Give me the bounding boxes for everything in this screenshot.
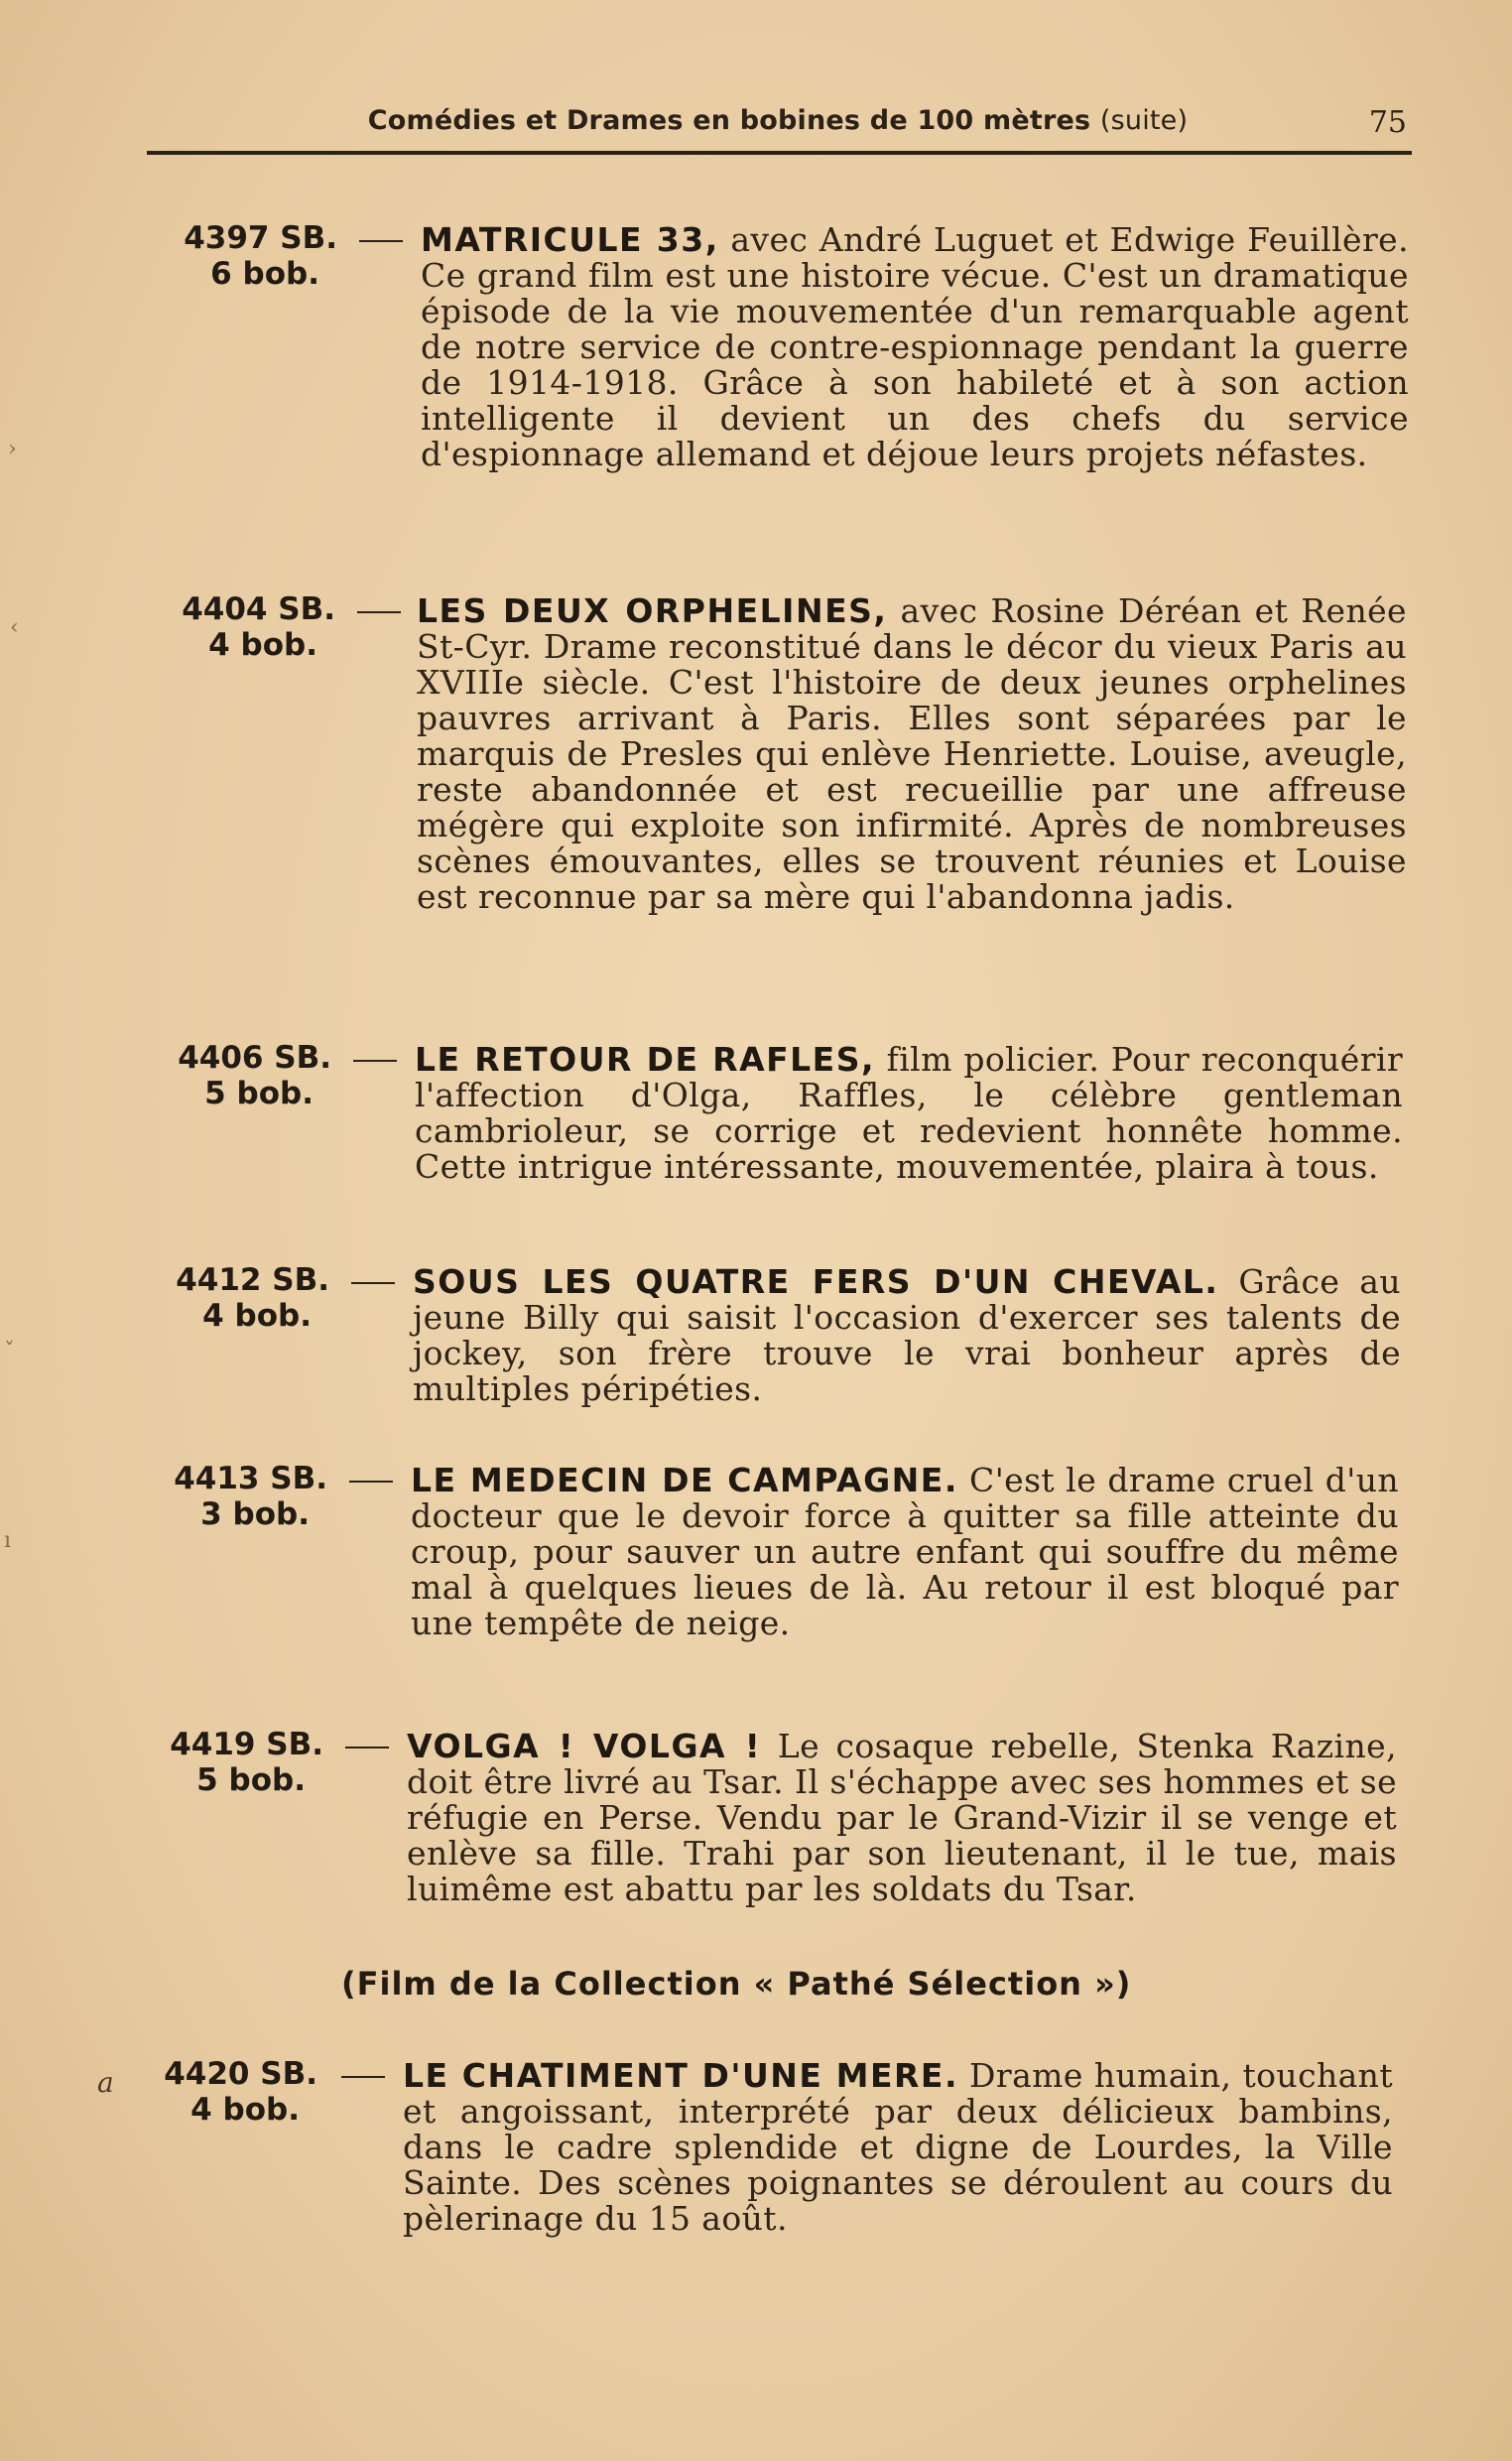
film-text: Drame humain, touchant et angoissant, interprété par deux délicieux bambins, dans le cadre splendide et digne de Lourdes, la Ville Sainte. Des scènes poignantes se déroulent au cours du pèlerinage du 15 août.: [403, 2056, 1393, 2238]
em-dash: [359, 240, 403, 242]
film-description: [413, 1264, 1401, 1407]
film-code: [119, 2056, 317, 2128]
header-rule: [147, 151, 1412, 155]
em-dash: [357, 611, 401, 613]
film-text: C'est le drame cruel d'un docteur que le devoir force à quitter sa fille atteinte du croup, pour sauver un autre enfant qui souffre du même mal à quelques lieues de là. Au retour il est bloqué par une tempête de neige.: [411, 1461, 1399, 1642]
em-dash: [341, 2076, 385, 2078]
film-reels: 3 bob.: [200, 1496, 310, 1532]
film-title: LE CHATIMENT D'UNE MERE.: [403, 2056, 958, 2095]
page-number: 75: [1368, 105, 1407, 140]
film-code: [137, 591, 335, 663]
film-number: 4404 SB.: [182, 591, 335, 627]
film-title: LE RETOUR DE RAFLES,: [415, 1040, 876, 1079]
film-reels: 4 bob.: [202, 1298, 312, 1334]
em-dash: [351, 1282, 395, 1284]
film-title: LES DEUX ORPHELINES,: [417, 591, 888, 630]
film-text: avec André Luguet et Edwige Feuillère. Ce grand film est une histoire vécue. C'est un dramatique épisode de la vie mouvementée d'un remarquable agent de notre service de contre-espionnage pendant la guerre de 1914-1918. Grâce à son habileté et à son action intelligente il devient un des chefs du service d'espionnage allemand et déjoue leurs projets néfastes.: [421, 220, 1409, 473]
film-code: [131, 1262, 329, 1334]
film-number: 4397 SB.: [184, 220, 337, 256]
film-text: film policier. Pour reconquérir l'affection d'Olga, Raffles, le célèbre gentleman cambrioleur, se corrige et redevient honnête homme. Cette intrigue intéressante, mouvementée, plaira à tous.: [415, 1040, 1404, 1186]
collection-note: (Film de la Collection « Pathé Sélection »): [341, 1965, 1132, 2003]
film-text: avec Rosine Déréan et Renée St-Cyr. Drame reconstitué dans le décor du vieux Paris au XVIIIe siècle. C'est l'histoire de deux jeunes orphelines pauvres arrivant à Paris. Elles sont séparées par le marquis de Presles qui enlève Henriette. Louise, aveugle, reste abandonnée et est recueillie par une affreuse mégère qui exploite son infirmité. Après de nombreuses scènes émouvantes, elles se trouvent réunies et Louise est reconnue par sa mère qui l'abandonna jadis.: [417, 591, 1407, 916]
margin-annotation: a: [97, 2066, 114, 2099]
film-title: LE MEDECIN DE CAMPAGNE.: [411, 1461, 958, 1499]
film-description: [403, 2058, 1393, 2237]
film-description: [417, 593, 1407, 915]
film-reels: 4 bob.: [208, 627, 317, 663]
film-text: Grâce au jeune Billy qui saisit l'occasion d'exercer ses talents de jockey, son frère trouve le vrai bonheur après de multiples péripéties.: [413, 1262, 1401, 1408]
film-reels: 6 bob.: [210, 256, 319, 292]
film-number: 4406 SB.: [178, 1040, 331, 1076]
film-number: 4413 SB.: [174, 1461, 327, 1496]
film-description: [411, 1463, 1399, 1641]
film-number: 4420 SB.: [164, 2056, 317, 2092]
film-reels: 5 bob.: [196, 1762, 306, 1798]
film-title: VOLGA ! VOLGA !: [407, 1727, 762, 1765]
film-code: [129, 1461, 327, 1532]
film-number: 4412 SB.: [176, 1262, 329, 1298]
film-code: [133, 1040, 331, 1111]
film-description: [407, 1729, 1397, 1907]
film-description: [421, 222, 1409, 472]
film-text: Le cosaque rebelle, Stenka Razine, doit être livré au Tsar. Il s'échappe avec ses hommes et se réfugie en Perse. Vendu par le Grand-Vizir il se venge et enlève sa fille. Trahi par son lieutenant, il le tue, mais luimême est abattu par les soldats du Tsar.: [407, 1727, 1397, 1908]
film-number: 4419 SB.: [170, 1727, 323, 1762]
film-reels: 4 bob.: [190, 2092, 300, 2128]
binding-speck: ˇ: [4, 1340, 15, 1364]
header-title-suffix: (suite): [1099, 105, 1189, 136]
film-description: [415, 1042, 1403, 1185]
film-code: [125, 1727, 323, 1798]
em-dash: [345, 1747, 389, 1749]
em-dash: [353, 1060, 397, 1062]
binding-speck: ‹: [10, 615, 19, 640]
binding-speck: ı: [4, 1528, 12, 1553]
page-header: [147, 99, 1409, 149]
film-title: SOUS LES QUATRE FERS D'UN CHEVAL.: [413, 1262, 1219, 1301]
film-code: [139, 220, 337, 292]
binding-speck: ›: [8, 437, 17, 461]
header-title-main: Comédies et Drames en bobines de 100 mètres: [367, 105, 1091, 136]
em-dash: [349, 1481, 393, 1483]
film-reels: 5 bob.: [204, 1076, 314, 1111]
header-title: [147, 105, 1409, 136]
film-title: MATRICULE 33,: [421, 220, 719, 259]
